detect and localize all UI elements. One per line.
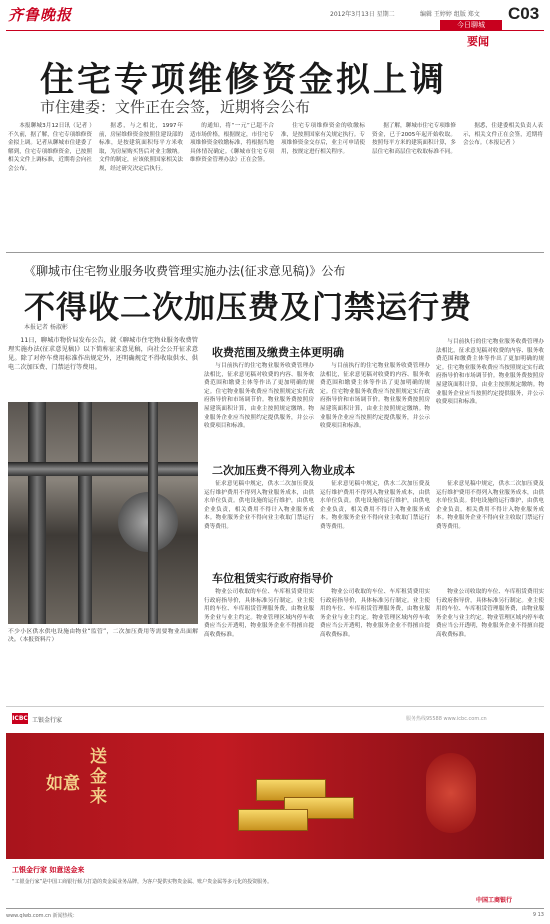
page-code: C03	[508, 4, 540, 23]
article-divider	[6, 252, 544, 253]
article1-headline: 住宅专项维修资金拟上调	[40, 60, 447, 100]
issue-date: 2012年3月13日 星期二	[330, 11, 395, 18]
section-label: 今日聊城	[440, 20, 502, 31]
lantern-icon	[426, 753, 476, 833]
article1-col6: 据悉，住建委相关负责人表示，相关文件正在会签，近期将会公布。（本报记者 ）	[463, 123, 543, 147]
gold-bar-icon	[238, 809, 308, 831]
pressure-text-col1: 征求意见稿中规定，供水二次加压费及运行维护费用不得列入物业服务成本，由供水单位负责。供电设施的运行维护，由供电企业负责，相关费用不得计入物业服务成本。物业服务企业不得向业主收取门禁运行费等费用。	[204, 481, 314, 530]
article1-col3: 的通知，将“一元”已超不合适市场价格，根据规定，市住宅专项维修资金收缴标准，将根据当地具体情况确定。《聊城市住宅专项维修资金管理办法》正在会签。	[190, 123, 274, 164]
article2-byline: 本报记者 杨淑彬	[24, 324, 68, 331]
footer-pages: 9 13	[532, 912, 544, 918]
ad-footer-title: 工银金行家 如意送金来	[12, 866, 85, 874]
newspaper-logo: 齐鲁晚报	[8, 6, 73, 24]
subhead-pressure-fee: 二次加压费不得列入物业成本	[212, 464, 355, 477]
pipes-photo	[8, 402, 198, 624]
ad-footer-text: “工银金行家”是中国工商银行倾力打造的贵金属业务品牌，为客户提供实物贵金属、账户贵金属等多元化的投资服务。	[12, 879, 273, 885]
ad-hotline: 服务热线95588 www.icbc.com.cn	[406, 716, 487, 722]
subhead-scope: 收费范围及缴费主体更明确	[212, 346, 344, 359]
scope-text-col2: 与目前执行的住宅物业服务收费管理办法相比，征求意见稿对收费的内容、服务收费范围和缴费主体等作出了更加明确的规定。住宅物业服务收费应当按照规定实行政府指导价和市场调节价。物业服务费按照房屋建筑面积计算，由业主按照规定缴纳。物业服务企业应当按照约定提供服务，并公示收费项目和标准。	[320, 363, 430, 430]
parking-text-col1: 物业公司收取的车位、车库租赁费用实行政府指导价，具体标准另行制定。业主使用的车位、车库租赁管理服务费，由物业服务企业与业主约定。物业管理区域内停车收费应当公开透明，物业服务企业不得擅自提高收费标准。	[204, 589, 314, 638]
article1-col4: 住宅专项维修资金的收缴标准，是按照国家有关规定执行。专项维修资金交存后，业主可申请使用，按规定进行相关程序。	[281, 123, 365, 155]
editor-credits: 编辑 王婷婷 组版 郑文	[420, 11, 480, 18]
header-rule	[6, 30, 544, 31]
ad-bank-name: 中国工商银行	[476, 897, 513, 904]
scope-text-col1: 与目前执行的住宅物业服务收费管理办法相比，征求意见稿对收费的内容、服务收费范围和缴费主体等作出了更加明确的规定。住宅物业服务收费应当按照规定实行政府指导价和市场调节价。物业服务费按照房屋建筑面积计算，由业主按照规定缴纳。物业服务企业应当按照约定提供服务，并公示收费项目和标准。	[204, 363, 314, 430]
parking-text-col2: 物业公司收取的车位、车库租赁费用实行政府指导价，具体标准另行制定。业主使用的车位、车库租赁管理服务费，由物业服务企业与业主约定。物业管理区域内停车收费应当公开透明，物业服务企业不得擅自提高收费标准。	[320, 589, 430, 638]
ad-slogan-ruyi: 如意	[46, 774, 80, 794]
article2-kicker: 《聊城市住宅物业服务收费管理实施办法(征求意见稿)》公布	[24, 264, 346, 278]
section-sublabel: 要闻	[467, 35, 489, 48]
pressure-text-col2: 征求意见稿中规定，供水二次加压费及运行维护费用不得列入物业服务成本，由供水单位负责。供电设施的运行维护，由供电企业负责，相关费用不得计入物业服务成本。物业服务企业不得向业主收取门禁运行费等费用。	[320, 481, 430, 530]
footer-website: www.qlwb.com.cn 新闻热线：	[6, 913, 78, 919]
article1-col5: 据了解，聊城市住宅专项维修资金，已于2005年起开始收取。按照每平方米的建筑面积计算，多层住宅和高层住宅收取标准不同。	[372, 123, 456, 155]
photo-caption: 不少小区供水供电设施由物业“监管”，二次加压费用等需要物业出面解决。（本报资料片）	[8, 629, 198, 644]
parking-text-col3: 物业公司收取的车位、车库租赁费用实行政府指导价，具体标准另行制定。业主使用的车位、车库租赁管理服务费，由物业服务企业与业主约定。物业管理区域内停车收费应当公开透明，物业服务企业不得擅自提高收费标准。	[436, 589, 544, 638]
article1-subhead: 市住建委：文件正在会签，近期将会公布	[40, 98, 311, 116]
page-footer	[6, 908, 544, 920]
icbc-advertisement[interactable]	[6, 706, 544, 904]
scope-text-col3: 与目前执行的住宅物业服务收费管理办法相比，征求意见稿对收费的内容、服务收费范围和缴费主体等作出了更加明确的规定。住宅物业服务收费应当按照规定实行政府指导价和市场调节价。物业服务费按照房屋建筑面积计算，由业主按照规定缴纳。物业服务企业应当按照约定提供服务，并公示收费项目和标准。	[436, 339, 544, 406]
ad-brand: 工银金行家	[32, 717, 63, 724]
article2-lead: 11日，聊城市物价局发布公告，就《聊城市住宅物业服务收费管理实施办法(征求意见稿)》以下简称征求意见稿，向社会公开征求意见。除了对停车费用标准作出规定外，还明确规定不得收取供水、供电二次加压费、门禁运行等费用。	[8, 337, 198, 371]
article1-col1: 本报聊城3月12日讯（记者 ）不久前，据了解，住宅专项维修资金拟上调。记者从聊城市住建委了解到，住宅专项维修资金，已按照相关文件上调标准，近期将会向社会公布。	[8, 123, 92, 172]
pressure-text-col3: 征求意见稿中规定，供水二次加压费及运行维护费用不得列入物业服务成本，由供水单位负责。供电设施的运行维护，由供电企业负责，相关费用不得计入物业服务成本。物业服务企业不得向业主收取门禁运行费等费用。	[436, 481, 544, 530]
article1-col2: 据悉，与之相比，1997年前，房屋维修资金按照住建设部的标准，是按建筑面积每平方米收取，为房屋购买售后对业主缴纳。文件的制定，应该依照国家相关法规，经过研究决定后执行。	[99, 123, 183, 172]
subhead-parking: 车位租赁实行政府指导价	[212, 572, 333, 585]
ad-banner	[6, 733, 544, 859]
ad-slogan-gold: 送金来	[90, 747, 107, 807]
icbc-logo-icon: ICBC	[12, 715, 28, 722]
article2-headline: 不得收二次加压费及门禁运行费	[24, 290, 472, 326]
